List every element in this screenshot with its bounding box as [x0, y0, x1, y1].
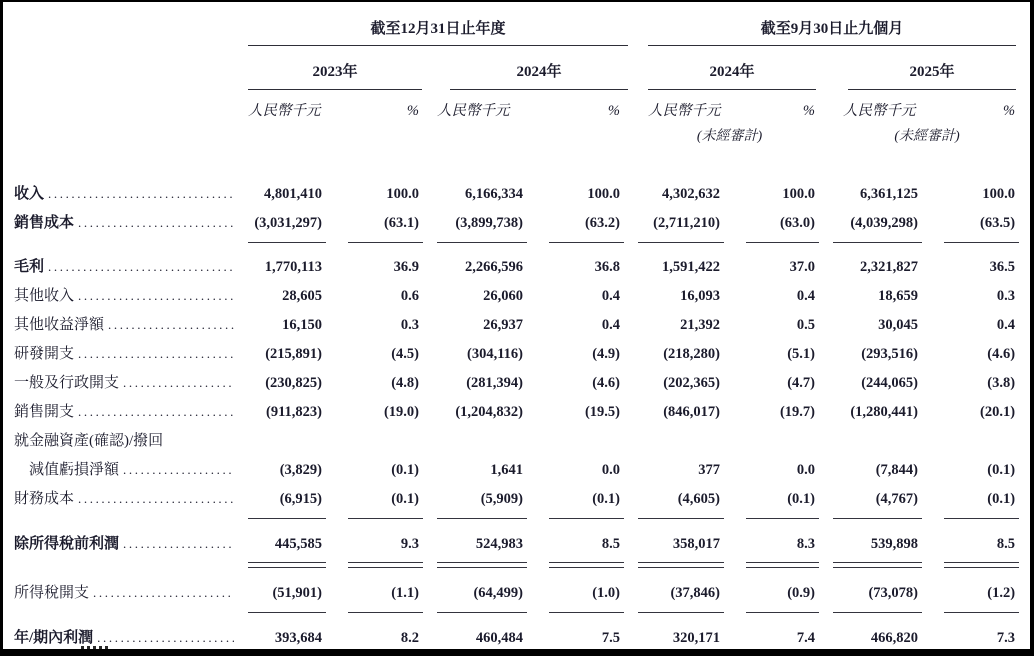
- cell-percent: (4.5): [391, 346, 419, 362]
- cell-percent: (0.9): [787, 585, 816, 601]
- cell-value: 16,093: [680, 288, 721, 304]
- row-label: 減值虧損淨額: [29, 462, 120, 478]
- unit-label: 人民幣千元: [437, 103, 510, 119]
- table-row-impairment-label: [14, 422, 1027, 451]
- dot-leader: [108, 315, 234, 335]
- cell-value: (215,891): [265, 346, 322, 362]
- cell-value: 1,770,113: [264, 259, 322, 275]
- table-row-other-income: [14, 277, 1027, 306]
- cell-value: (64,499): [473, 585, 523, 601]
- cell-percent: (0.1): [987, 491, 1016, 507]
- period-header-annual: 截至12月31日止年度: [248, 20, 628, 46]
- dot-leader: [78, 344, 234, 364]
- period-header-interim: 截至9月30日止九個月: [648, 20, 1016, 46]
- cell-percent: (19.7): [779, 404, 816, 420]
- cell-percent: (4.6): [987, 346, 1016, 362]
- unaudited-label: (未經審計): [696, 129, 763, 144]
- cell-value: 6,166,334: [465, 186, 523, 202]
- cell-value: 4,801,410: [264, 186, 322, 202]
- cell-percent: 100.0: [587, 186, 621, 202]
- table-row-finance-costs: [14, 480, 1027, 509]
- row-label: 財務成本: [14, 491, 75, 507]
- cell-value: 320,171: [672, 630, 721, 646]
- cell-percent: 0.4: [601, 288, 621, 304]
- cell-value: (244,065): [861, 375, 919, 391]
- row-label: 就金融資產(確認)/撥回: [14, 433, 164, 449]
- period-header-row: [14, 6, 1027, 46]
- cell-percent: (63.2): [584, 215, 621, 231]
- double-rule-row: [14, 554, 1027, 568]
- cell-value: (281,394): [466, 375, 523, 391]
- cell-percent: 0.4: [996, 317, 1016, 333]
- cell-value: (4,605): [677, 491, 721, 507]
- cell-percent: (0.1): [592, 491, 621, 507]
- cell-percent: 0.3: [996, 288, 1016, 304]
- single-rule-row: [14, 509, 1027, 519]
- cell-value: (5,909): [480, 491, 523, 507]
- table-row-rd-expenses: [14, 335, 1027, 364]
- unit-label: 人民幣千元: [248, 103, 321, 119]
- table-row-other-net-gains: [14, 306, 1027, 335]
- table-row-gross-profit: [14, 243, 1027, 277]
- cell-value: 2,321,827: [860, 259, 919, 275]
- cell-percent: 100.0: [982, 186, 1016, 202]
- row-label: 所得稅開支: [14, 585, 90, 601]
- unaudited-note-row: [14, 120, 1027, 145]
- row-label: 收入: [14, 186, 45, 202]
- cell-percent: 37.0: [789, 259, 816, 275]
- cell-percent: 8.5: [996, 536, 1016, 552]
- cell-percent: (1.2): [987, 585, 1016, 601]
- dot-leader: [78, 286, 234, 306]
- table-row-income-tax: [14, 568, 1027, 603]
- cell-percent: 0.6: [400, 288, 419, 304]
- row-label: 研發開支: [14, 346, 75, 362]
- table-row-profit-before-tax: [14, 519, 1027, 554]
- cell-percent: (0.1): [391, 491, 419, 507]
- cell-percent: (4.9): [592, 346, 621, 362]
- cell-percent: (4.6): [592, 375, 621, 391]
- cell-percent: (1.0): [592, 585, 621, 601]
- cell-value: (73,078): [868, 585, 919, 601]
- cell-value: (4,039,298): [850, 215, 919, 231]
- cell-value: 16,150: [282, 317, 322, 333]
- cell-percent: (19.0): [383, 404, 419, 420]
- cell-percent: 0.0: [796, 462, 816, 478]
- cell-percent: (1.1): [391, 585, 419, 601]
- cell-value: (4,767): [875, 491, 919, 507]
- cell-value: (51,901): [272, 585, 322, 601]
- cell-percent: 100.0: [386, 186, 419, 202]
- cell-percent: 8.2: [400, 630, 419, 646]
- cell-value: 460,484: [475, 630, 523, 646]
- cell-percent: 7.5: [601, 630, 621, 646]
- cell-value: 4,302,632: [662, 186, 721, 202]
- dot-leader: [123, 460, 234, 480]
- cell-value: (1,204,832): [455, 404, 523, 420]
- cell-percent: 36.8: [594, 259, 621, 275]
- table-row-cost-of-sales: [14, 204, 1027, 233]
- cell-percent: (63.0): [779, 215, 816, 231]
- single-rule-row: [14, 603, 1027, 613]
- cell-value: 539,898: [870, 536, 919, 552]
- cell-percent: (0.1): [391, 462, 419, 478]
- cell-value: (3,899,738): [455, 215, 523, 231]
- cell-percent: (3.8): [987, 375, 1016, 391]
- cell-percent: 0.3: [400, 317, 419, 333]
- cell-percent: 0.4: [601, 317, 621, 333]
- cell-value: (3,031,297): [254, 215, 322, 231]
- year-header-row: [14, 46, 1027, 90]
- cell-value: 466,820: [870, 630, 919, 646]
- cell-value: 26,937: [483, 317, 523, 333]
- cell-percent: 0.4: [796, 288, 816, 304]
- page-bottom-edge: [3, 649, 1030, 656]
- cell-value: 2,266,596: [465, 259, 523, 275]
- cell-value: 30,045: [878, 317, 919, 333]
- dot-leader: [48, 257, 234, 277]
- cell-value: (846,017): [663, 404, 721, 420]
- percent-label: %: [406, 103, 419, 119]
- dot-leader: [123, 373, 234, 393]
- unit-label: 人民幣千元: [843, 103, 916, 119]
- cell-value: 1,591,422: [662, 259, 721, 275]
- year-header-2025-9m: 2025年: [848, 63, 1016, 90]
- cell-percent: (5.1): [787, 346, 816, 362]
- table-row-revenue: [14, 175, 1027, 204]
- unaudited-label: (未經審計): [894, 129, 960, 144]
- cell-value: (37,846): [670, 585, 721, 601]
- percent-label: %: [802, 103, 816, 119]
- cell-value: 6,361,125: [860, 186, 919, 202]
- cell-value: (2,711,210): [653, 215, 721, 231]
- year-header-2024: 2024年: [450, 63, 628, 90]
- row-label: 一般及行政開支: [14, 375, 120, 391]
- cell-percent: (63.1): [383, 215, 419, 231]
- row-label: 銷售開支: [14, 404, 75, 420]
- cell-percent: 9.3: [400, 536, 419, 552]
- cell-value: (293,516): [861, 346, 919, 362]
- cell-value: (911,823): [266, 404, 322, 420]
- cell-percent: (0.1): [987, 462, 1016, 478]
- row-label: 年/期內利潤: [14, 630, 94, 646]
- cell-value: 445,585: [274, 536, 322, 552]
- single-rule-row: [14, 233, 1027, 243]
- row-label: 毛利: [14, 259, 45, 275]
- cell-value: 358,017: [672, 536, 721, 552]
- cell-value: (230,825): [265, 375, 322, 391]
- row-label: 除所得稅前利潤: [14, 536, 120, 552]
- cell-value: 18,659: [878, 288, 919, 304]
- cell-percent: 7.4: [796, 630, 816, 646]
- cell-percent: (20.1): [979, 404, 1016, 420]
- cell-value: (7,844): [875, 462, 919, 478]
- dot-leader: [78, 489, 234, 509]
- dot-leader: [78, 213, 234, 233]
- cell-value: 26,060: [483, 288, 523, 304]
- cell-percent: 100.0: [782, 186, 816, 202]
- cell-percent: 8.5: [601, 536, 621, 552]
- unit-header-row: [14, 90, 1027, 120]
- cell-value: (202,365): [663, 375, 721, 391]
- cell-value: 377: [698, 462, 721, 478]
- cell-value: (1,280,441): [850, 404, 919, 420]
- percent-label: %: [607, 103, 621, 119]
- table-row-impairment-values: [14, 451, 1027, 480]
- income-statement-table: [14, 6, 1027, 656]
- table-row-selling-expenses: [14, 393, 1027, 422]
- dot-leader: [97, 628, 234, 648]
- cell-percent: 8.3: [796, 536, 816, 552]
- cell-value: 1,641: [490, 462, 523, 478]
- cell-value: (6,915): [279, 491, 322, 507]
- cell-value: 21,392: [680, 317, 721, 333]
- row-label: 其他收益淨額: [14, 317, 105, 333]
- cell-value: (3,829): [279, 462, 322, 478]
- cell-percent: (19.5): [584, 404, 621, 420]
- cell-percent: 36.5: [989, 259, 1016, 275]
- cell-percent: 0.5: [796, 317, 816, 333]
- dot-leader: [48, 184, 234, 204]
- cell-percent: 0.0: [601, 462, 621, 478]
- year-header-2023: 2023年: [248, 63, 422, 90]
- cell-value: (218,280): [663, 346, 721, 362]
- cell-value: 28,605: [282, 288, 322, 304]
- cell-value: 393,684: [274, 630, 322, 646]
- cell-value: 524,983: [475, 536, 523, 552]
- cell-percent: (4.7): [787, 375, 816, 391]
- table-row-ga-expenses: [14, 364, 1027, 393]
- dot-leader: [93, 583, 234, 603]
- cell-percent: (0.1): [787, 491, 816, 507]
- row-label: 其他收入: [14, 288, 75, 304]
- cell-percent: (4.8): [391, 375, 419, 391]
- table-row-profit-for-period: [14, 613, 1027, 648]
- cell-percent: 36.9: [393, 259, 419, 275]
- year-header-2024-9m: 2024年: [648, 63, 816, 90]
- cell-percent: (63.5): [979, 215, 1016, 231]
- unit-label: 人民幣千元: [648, 103, 721, 119]
- percent-label: %: [1002, 103, 1016, 119]
- cell-percent: 7.3: [996, 630, 1016, 646]
- dot-leader: [123, 534, 234, 554]
- dot-leader: [78, 402, 234, 422]
- row-label: 銷售成本: [14, 215, 75, 231]
- cell-value: (304,116): [467, 346, 523, 362]
